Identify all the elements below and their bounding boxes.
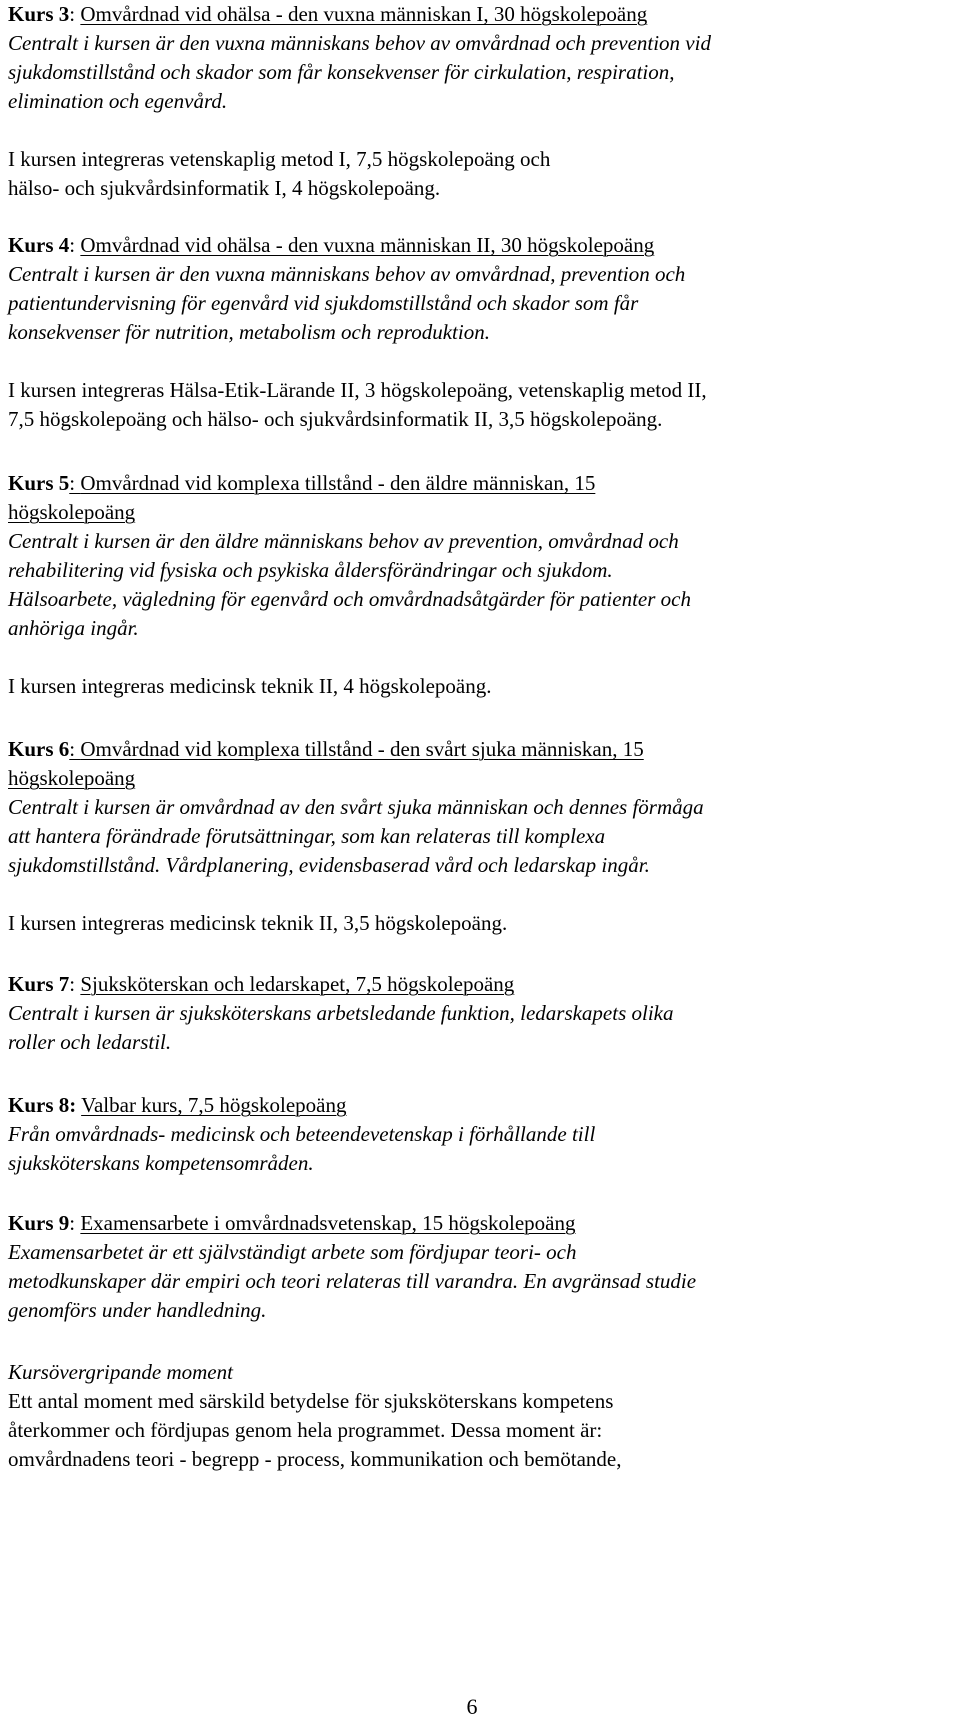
course-integration-line: I kursen integreras medicinsk teknik II, 3,5 högskolepoäng. — [8, 911, 508, 935]
course-description-line: sjukdomstillstånd. Vårdplanering, evidensbaserad vård och ledarskap ingår. — [8, 853, 650, 877]
course-description-line: rehabilitering vid fysiska och psykiska åldersförändringar och sjukdom. — [8, 558, 613, 582]
course-description-line: Centralt i kursen är den vuxna människans behov av omvårdnad, prevention och — [8, 262, 686, 286]
course-title-text: Examensarbete i omvårdnadsvetenskap, 15 högskolepoäng — [80, 1211, 576, 1235]
course-separator: : — [69, 2, 81, 26]
course-4 — [8, 231, 952, 434]
course-title — [8, 735, 952, 764]
course-integration-line: I kursen integreras Hälsa-Etik-Lärande II, 3 högskolepoäng, vetenskaplig metod II, — [8, 378, 707, 402]
course-description-line: sjukdomstillstånd och skador som får konsekvenser för cirkulation, respiration, — [8, 60, 675, 84]
course-description-line: sjuksköterskans kompetensområden. — [8, 1151, 314, 1175]
body-line: återkommer och fördjupas genom hela programmet. Dessa moment är: — [8, 1418, 603, 1442]
course-title-text: Valbar kurs, 7,5 högskolepoäng — [81, 1093, 347, 1117]
course-title-text: Omvårdnad vid komplexa tillstånd - den äldre människan, 15 — [80, 471, 596, 495]
course-label: Kurs 8: — [8, 1093, 77, 1117]
course-integration-line: I kursen integreras medicinsk teknik II, 4 högskolepoäng. — [8, 674, 492, 698]
overarching-section — [8, 1358, 952, 1474]
course-title — [8, 469, 952, 498]
course-integration-line: I kursen integreras vetenskaplig metod I, 7,5 högskolepoäng och — [8, 147, 551, 171]
course-integration-line: hälso- och sjukvårdsinformatik I, 4 högskolepoäng. — [8, 176, 441, 200]
body-line: omvårdnadens teori - begrepp - process, kommunikation och bemötande, — [8, 1447, 622, 1471]
course-description-line: Centralt i kursen är omvårdnad av den svårt sjuka människan och dennes förmåga — [8, 795, 704, 819]
course-separator: : — [69, 233, 81, 257]
body-line: Ett antal moment med särskild betydelse för sjuksköterskans kompetens — [8, 1389, 614, 1413]
course-label: Kurs 4 — [8, 233, 70, 257]
course-integration-line: 7,5 högskolepoäng och hälso- och sjukvårdsinformatik II, 3,5 högskolepoäng. — [8, 407, 663, 431]
course-description-line: Centralt i kursen är den äldre människans behov av prevention, omvårdnad och — [8, 529, 679, 553]
course-description-line: att hantera förändrade förutsättningar, som kan relateras till komplexa — [8, 824, 606, 848]
course-label: Kurs 6 — [8, 737, 70, 761]
course-title — [8, 1091, 952, 1120]
course-title-text: högskolepoäng — [8, 766, 136, 790]
course-label: Kurs 5 — [8, 471, 70, 495]
course-description-line: elimination och egenvård. — [8, 89, 228, 113]
course-description-line: patientundervisning för egenvård vid sjukdomstillstånd och skador som får — [8, 291, 639, 315]
course-separator: : — [69, 1211, 81, 1235]
section-heading: Kursövergripande moment — [8, 1360, 233, 1384]
course-label: Kurs 9 — [8, 1211, 70, 1235]
course-title-text: Omvårdnad vid komplexa tillstånd - den svårt sjuka människan, 15 — [80, 737, 644, 761]
course-title-text: Omvårdnad vid ohälsa - den vuxna människan I, 30 högskolepoäng — [80, 2, 648, 26]
course-label: Kurs 3 — [8, 2, 70, 26]
course-description-line: Centralt i kursen är sjuksköterskans arbetsledande funktion, ledarskapets olika — [8, 1001, 674, 1025]
course-description-line: Från omvårdnads- medicinsk och beteendevetenskap i förhållande till — [8, 1122, 596, 1146]
course-title — [8, 1209, 952, 1238]
course-title-text: Sjuksköterskan och ledarskapet, 7,5 högskolepoäng — [80, 972, 515, 996]
course-title — [8, 0, 952, 29]
course-separator: : — [69, 737, 81, 761]
course-description-line: genomförs under handledning. — [8, 1298, 267, 1322]
course-title — [8, 231, 952, 260]
course-description-line: Hälsoarbete, vägledning för egenvård och omvårdnadsåtgärder för patienter och — [8, 587, 691, 611]
course-description-line: anhöriga ingår. — [8, 616, 139, 640]
course-6 — [8, 735, 952, 938]
page-number: 6 — [466, 1694, 478, 1719]
course-label: Kurs 7 — [8, 972, 70, 996]
course-separator: : — [69, 471, 81, 495]
course-description-line: Examensarbetet är ett självständigt arbete som fördjupar teori- och — [8, 1240, 577, 1264]
course-separator: : — [69, 972, 81, 996]
course-title-text: Omvårdnad vid ohälsa - den vuxna människan II, 30 högskolepoäng — [80, 233, 655, 257]
course-title-text: högskolepoäng — [8, 500, 136, 524]
course-9 — [8, 1209, 952, 1325]
course-description-line: metodkunskaper där empiri och teori relateras till varandra. En avgränsad studie — [8, 1269, 697, 1293]
course-7 — [8, 970, 952, 1057]
course-description-line: konsekvenser för nutrition, metabolism och reproduktion. — [8, 320, 490, 344]
course-title — [8, 970, 952, 999]
course-3 — [8, 0, 952, 203]
course-description-line: Centralt i kursen är den vuxna människans behov av omvårdnad och prevention vid — [8, 31, 711, 55]
course-5 — [8, 469, 952, 701]
course-8 — [8, 1091, 952, 1178]
course-description-line: roller och ledarstil. — [8, 1030, 172, 1054]
